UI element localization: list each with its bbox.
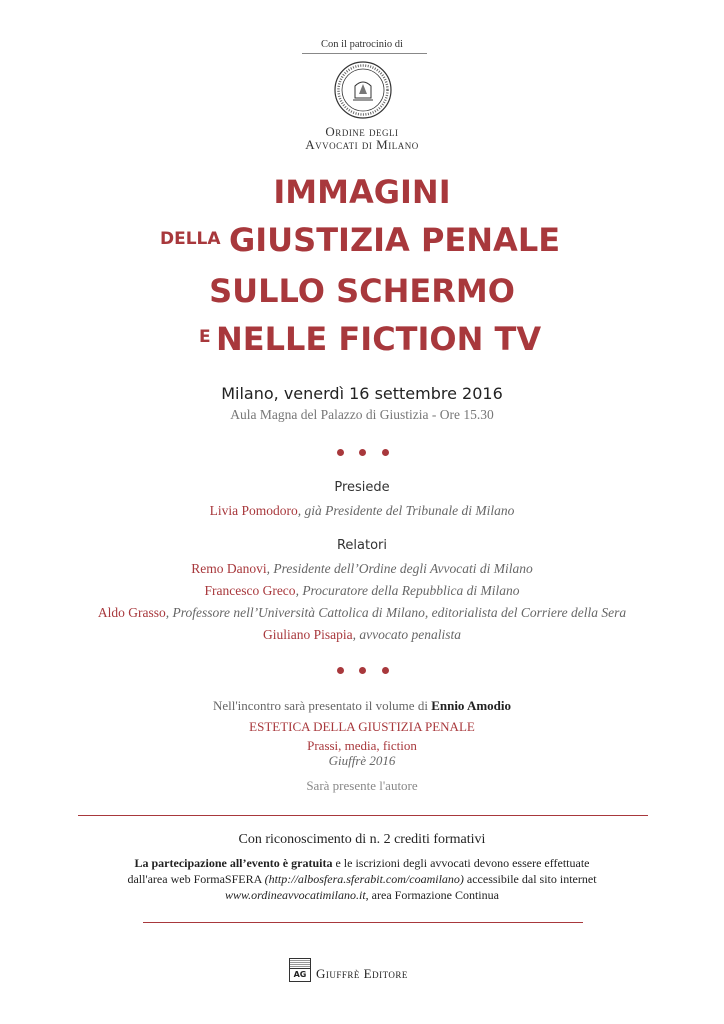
relatore-row <box>0 605 724 621</box>
relatore-row <box>0 583 724 599</box>
dot <box>382 667 389 674</box>
presiede-label: Presiede <box>334 480 390 495</box>
dot <box>337 449 344 456</box>
info-line-2 <box>0 872 724 887</box>
divider-rule-2 <box>143 922 583 923</box>
logo-mark: AG <box>293 970 307 979</box>
title-line4: NELLE FICTION TV <box>216 320 542 358</box>
title-small-della: DELLA <box>160 229 221 249</box>
presiede-name: Livia Pomodoro <box>209 503 298 518</box>
book-subtitle: Prassi, media, fiction <box>307 738 417 753</box>
event-venue: Aula Magna del Palazzo di Giustizia - Ore 15.30 <box>230 407 494 422</box>
giuffre-logo-icon <box>289 958 311 982</box>
info-text: dall'area web FormaSFERA <box>127 872 265 886</box>
relatore-role: , avvocato penalista <box>352 627 461 642</box>
info-text: , area Formazione Continua <box>365 888 499 902</box>
dot <box>359 667 366 674</box>
info-line-1 <box>0 856 724 871</box>
title-small-e: E <box>199 327 211 347</box>
logo-stripes <box>290 959 310 969</box>
book-note: Sarà presente l'autore <box>306 778 418 793</box>
relatore-row <box>0 627 724 643</box>
title-line1: IMMAGINI <box>273 173 451 211</box>
dot <box>359 449 366 456</box>
relatore-name: Remo Danovi <box>191 561 267 576</box>
info-line-3 <box>0 888 724 903</box>
publisher-name: Giuffrè Editore <box>316 966 408 981</box>
bar-association-seal-icon <box>333 60 393 120</box>
event-date: Milano, venerdì 16 settembre 2016 <box>221 384 503 403</box>
separator-dots-2 <box>337 667 389 675</box>
separator-dots-1 <box>337 449 389 457</box>
org-name-line1: Ordine degli <box>325 124 399 139</box>
book-intro-row <box>0 698 724 714</box>
dot <box>337 667 344 674</box>
info-text: accessibile dal sito internet <box>463 872 597 886</box>
relatore-role: , Professore nell’Università Cattolica di Milano, editorialista del Corriere della Sera <box>165 605 627 620</box>
title-line2: GIUSTIZIA PENALE <box>229 221 561 259</box>
info-rest: e le iscrizioni degli avvocati devono essere effettuate <box>332 856 590 870</box>
book-publisher: Giuffrè 2016 <box>328 753 396 768</box>
relatore-name: Giuliano Pisapia <box>263 627 353 642</box>
dot <box>382 449 389 456</box>
org-name-line2: Avvocati di Milano <box>305 137 419 152</box>
patrocinio-divider <box>302 53 427 54</box>
relatore-role: , Presidente dell’Ordine degli Avvocati di Milano <box>266 561 533 576</box>
ordine-website-link[interactable]: www.ordineavvocatimilano.it <box>225 888 366 902</box>
patrocinio-label: Con il patrocinio di <box>321 39 403 50</box>
presiede-row <box>0 503 724 519</box>
credits-text: Con riconoscimento di n. 2 crediti formativi <box>238 832 486 847</box>
formasfera-link[interactable]: (http://albosfera.sferabit.com/coamilano) <box>264 872 464 886</box>
relatori-label: Relatori <box>336 538 388 553</box>
info-bold: La partecipazione all’evento è gratuita <box>134 856 333 870</box>
divider-rule-1 <box>78 815 648 816</box>
title-line3: SULLO SCHERMO <box>209 272 515 310</box>
presiede-role: , già Presidente del Tribunale di Milano <box>297 503 515 518</box>
relatore-name: Aldo Grasso <box>97 605 166 620</box>
book-author: Ennio Amodio <box>431 698 512 713</box>
relatore-name: Francesco Greco <box>204 583 296 598</box>
relatore-role: , Procuratore della Repubblica di Milano <box>295 583 520 598</box>
book-intro: Nell'incontro sarà presentato il volume di <box>212 698 432 713</box>
book-title: ESTETICA DELLA GIUSTIZIA PENALE <box>249 719 475 734</box>
relatore-row <box>0 561 724 577</box>
